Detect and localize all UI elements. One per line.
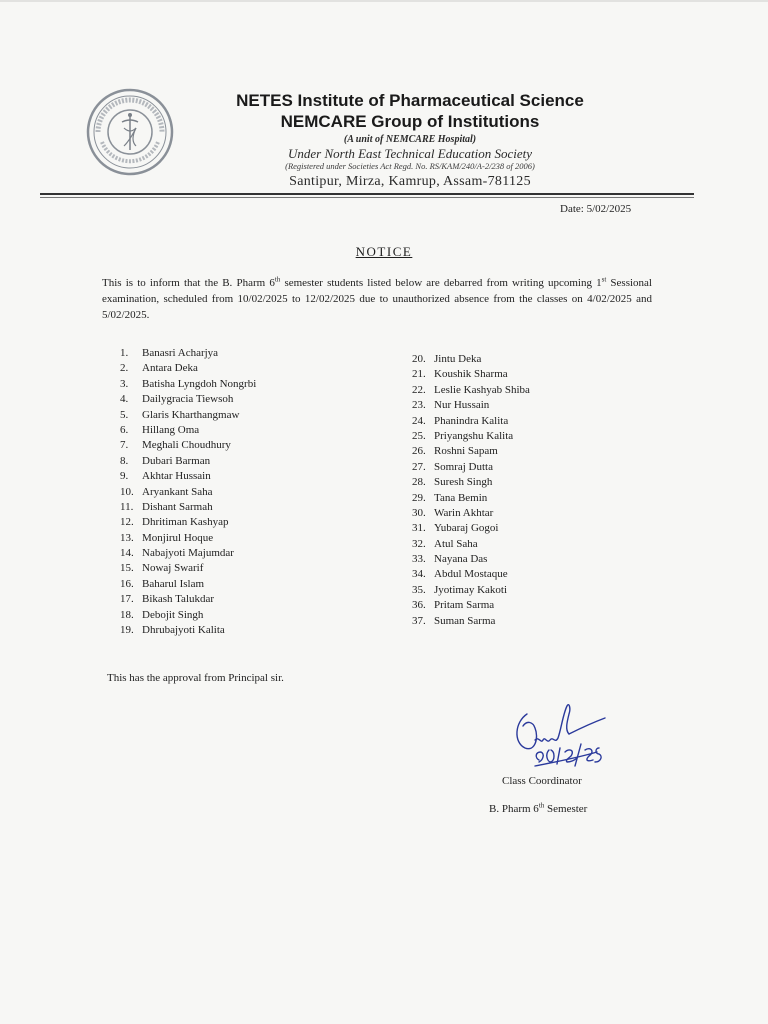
header-rule (40, 193, 694, 195)
notice-date: Date: 5/02/2025 (560, 203, 632, 215)
list-item: 12. Dhritiman Kashyap (120, 516, 229, 529)
body-text-3: Sessional examination, scheduled from 10/02/2025 to 12/02/2025 due to unauthorized absence from the classes on 4/02/2025 and 5/02/2025. (102, 277, 652, 321)
list-item: 32. Atul Saha (412, 537, 478, 550)
list-item: 4. Dailygracia Tiewsoh (120, 393, 234, 406)
list-item: 2. Antara Deka (120, 362, 198, 375)
list-item: 25. Priyangshu Kalita (412, 429, 514, 442)
institution-seal-icon (86, 88, 174, 176)
list-item: 26. Roshni Sapam (412, 445, 498, 458)
society-line: Under North East Technical Education Society (288, 146, 532, 161)
student-list-left (120, 346, 256, 638)
list-item: 21. Koushik Sharma (412, 368, 508, 381)
group-name: NEMCARE Group of Institutions (280, 112, 540, 131)
list-item: 24. Phanindra Kalita (412, 414, 509, 427)
list-item: 23. Nur Hussain (412, 399, 490, 412)
student-list-right (412, 352, 530, 629)
class-coordinator-label: Class Coordinator (502, 775, 582, 787)
list-item: 29. Tana Bemin (412, 491, 488, 504)
list-item: 17. Bikash Talukdar (120, 593, 215, 606)
list-item: 14. Nabajyoti Majumdar (120, 547, 234, 560)
list-item: 36. Pritam Sarma (412, 599, 495, 612)
list-item: 5. Glaris Kharthangmaw (120, 408, 240, 421)
handwritten-signature (505, 700, 615, 772)
list-item: 11. Dishant Sarmah (120, 500, 213, 513)
notice-body (102, 275, 652, 323)
list-item: 22. Leslie Kashyab Shiba (412, 383, 530, 396)
list-item: 18. Debojit Singh (120, 608, 204, 621)
unit-line: (A unit of NEMCARE Hospital) (343, 134, 477, 145)
list-item: 10. Aryankant Saha (120, 485, 213, 498)
list-item: 9. Akhtar Hussain (120, 470, 211, 483)
list-item: 34. Abdul Mostaque (412, 568, 508, 581)
list-item: 15. Nowaj Swarif (120, 562, 204, 575)
list-item: 7. Meghali Choudhury (120, 439, 231, 452)
body-sup-2: st (601, 275, 607, 284)
registration-line: (Registered under Societies Act Regd. No. RS/KAM/240/A-2/238 of 2006) (285, 161, 535, 171)
institute-name: NETES Institute of Pharmaceutical Science (236, 91, 584, 110)
letterhead (190, 90, 630, 190)
notice-title (0, 244, 768, 260)
list-item: 16. Baharul Islam (120, 577, 205, 590)
address-line: Santipur, Mirza, Kamrup, Assam-781125 (289, 174, 531, 189)
list-item: 3. Batisha Lyngdoh Nongrbi (120, 377, 257, 390)
page-top-edge (0, 0, 768, 2)
list-item: 37. Suman Sarma (412, 614, 496, 627)
body-sup-1: th (274, 275, 281, 284)
body-text-1: This is to inform that the B. Pharm 6 (102, 277, 275, 289)
body-text-2: semester students listed below are debarred from writing upcoming 1 (280, 277, 602, 289)
semester-label: B. Pharm 6th Semester (489, 801, 588, 815)
list-item: 19. Dhrubajyoti Kalita (120, 624, 225, 637)
header-rule-thin (40, 197, 694, 198)
list-item: 6. Hillang Oma (120, 423, 200, 436)
approval-line: This has the approval from Principal sir. (107, 672, 284, 684)
list-item: 27. Somraj Dutta (412, 460, 493, 473)
list-item: 28. Suresh Singh (412, 476, 493, 489)
notice-title-text: NOTICE (355, 244, 413, 259)
list-item: 20. Jintu Deka (412, 353, 482, 365)
list-item: 1. Banasri Acharjya (120, 347, 219, 359)
list-item: 8. Dubari Barman (120, 454, 211, 467)
list-item: 33. Nayana Das (412, 553, 488, 566)
list-item: 35. Jyotimay Kakoti (412, 583, 508, 596)
list-item: 30. Warin Akhtar (412, 506, 494, 519)
list-item: 31. Yubaraj Gogoi (412, 522, 499, 535)
list-item: 13. Monjirul Hoque (120, 531, 214, 544)
